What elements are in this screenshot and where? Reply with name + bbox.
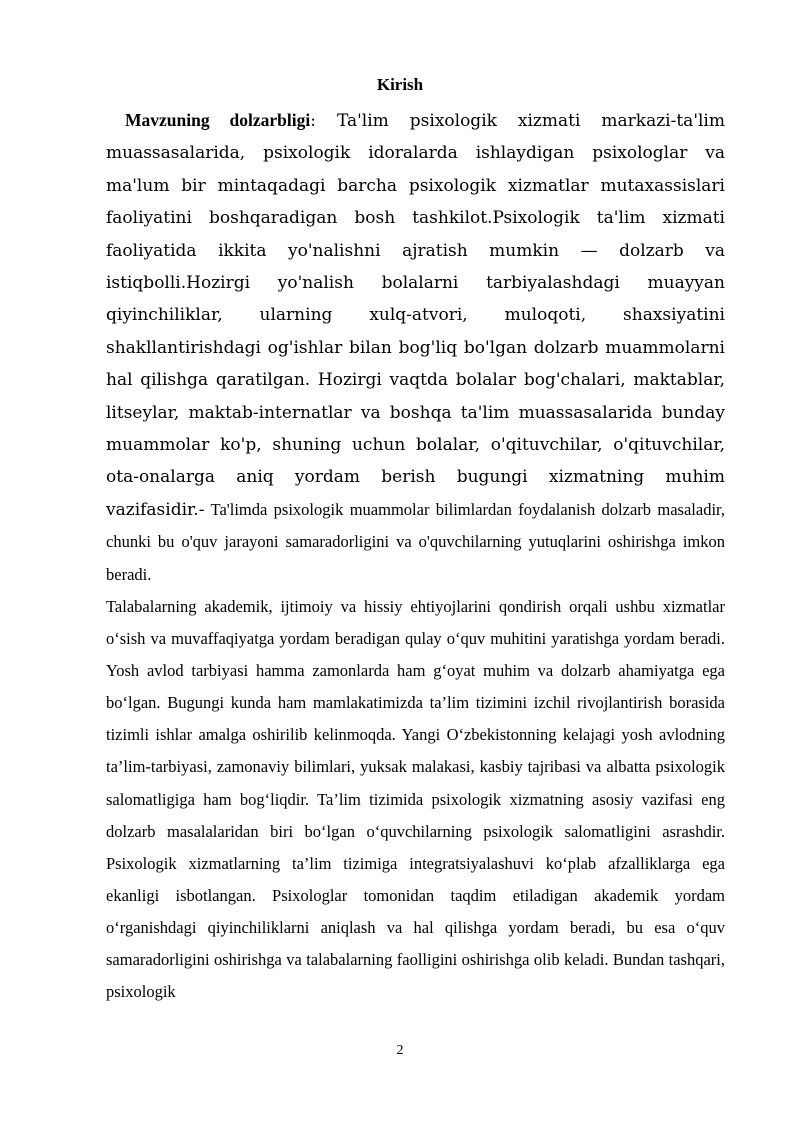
relevance-tail-text: Ta'limda psixologik muammolar bilimlardan foydalanish dolzarb masaladir, chunki bu o'quv jarayoni samaradorligini va o'quvchilarning yutuqlarini oshirishga imkon beradi. xyxy=(106,499,725,584)
relevance-label: Mavzuning dolzarbligi xyxy=(125,110,311,130)
page-number: 2 xyxy=(396,1043,404,1058)
relevance-colon: : xyxy=(310,111,316,131)
section-heading: Kirish xyxy=(376,75,424,94)
relevance-text: Ta'lim psixologik xizmati markazi-ta'lim muassasalarida, psixologik idoralarda ishlaydigan psixologlar va ma'lum bir mintaqadagi barcha psixologik xizmatlar mutaxassislari faoliyatini boshqaradigan bosh tashkilot.Psixologik ta'lim xizmati faoliyatida ikkita yo'nalishni ajratish mumkin — dolzarb va istiqbolli.Hozirgi yo'nalish bolalarni tarbiyalashdagi muayyan qiyinchiliklar, ularning xulq-atvori, muloqoti, shaxsiyatini shakllantirishdagi og'ishlar bilan bog'liq bo'lgan dolzarb muammolarni hal qilishga qaratilgan. Hozirgi vaqtda bolalar bog'chalari, maktablar, litseylar, maktab-internatlar va boshqa ta'lim muassasalarida bunday muammolar ko'p, shuning uchun bolalar, o'qituvchilar, o'qituvchilar, ota-onalarga aniq yordam berish bugungi xizmatning muhim vazifasidir.- xyxy=(106,111,725,520)
paragraph-body: Talabalarning akademik, ijtimoiy va hissiy ehtiyojlarini qondirish orqali ushbu xizmatlar o‘sish va muvaffaqiyatga yordam beradigan qulay o‘quv muhitini yaratishga yordam beradi. Yosh avlod tarbiyasi hamma zamonlarda ham g‘oyat muhim va dolzarb ahamiyatga ega bo‘lgan. Bugungi kunda ham mamlakatimizda ta’lim tizimini izchil rivojlantirish borasida tizimli ishlar amalga oshirilib kelinmoqda. Yangi O‘zbekistonning kelajagi yosh avlodning ta’lim-tarbiyasi, zamonaviy bilimlari, yuksak malakasi, kasbiy tajribasi va albatta psixologik salomatligiga ham bog‘liqdir. Ta’lim tizimida psixologik xizmatning asosiy vazifasi eng dolzarb masalalaridan biri bo‘lgan o‘quvchilarning psixologik salomatligini asrashdir. Psixologik xizmatlarning ta’lim tizimiga integratsiyalashuvi ko‘plab afzalliklarga ega ekanligi isbotlangan. Psixologlar tomonidan taqdim etiladigan akademik yordam o‘rganishdagi qiyinchiliklarni aniqlash va hal qilishga yordam beradi, bu esa o‘quv samaradorligini oshirishga va talabalarning faolligini oshirishga olib keladi. Bundan tashqari, psixologik xyxy=(106,597,725,1002)
paragraph-relevance xyxy=(106,104,725,591)
